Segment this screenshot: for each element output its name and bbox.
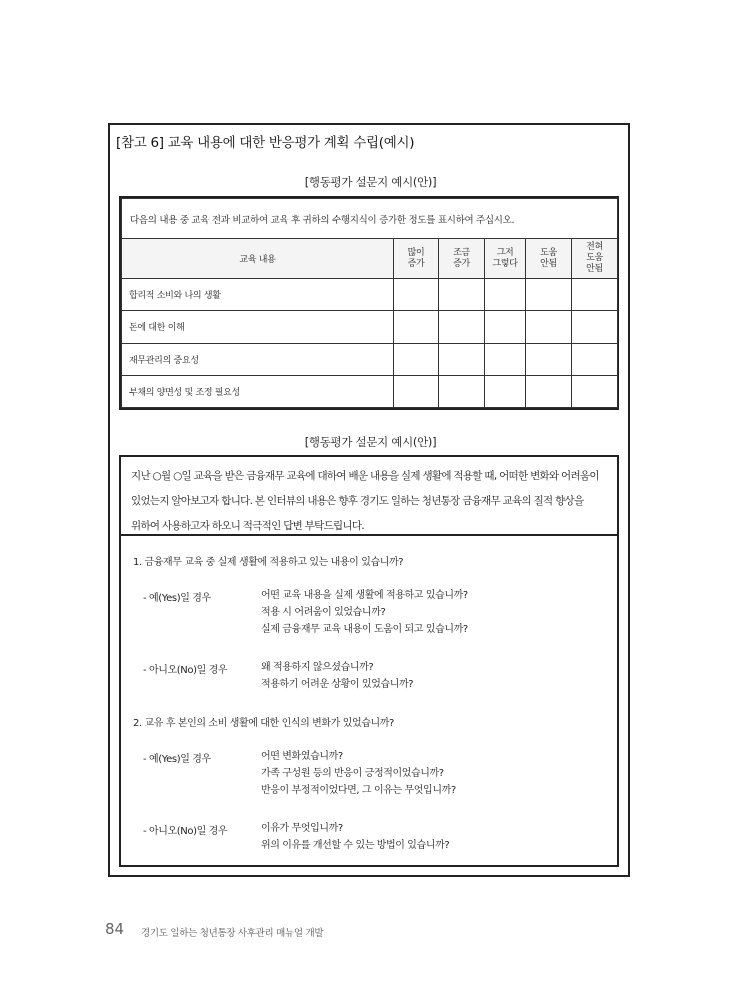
- rating-cell[interactable]: [485, 343, 526, 375]
- option-header: 그저 그렇다: [485, 239, 526, 279]
- evaluation-table: [119, 196, 619, 410]
- option-header: 도움 안됨: [526, 239, 572, 279]
- rating-cell[interactable]: [485, 279, 526, 311]
- footer-title: 경기도 일하는 청년통장 사후관리 매뉴얼 개발: [141, 928, 324, 939]
- question-line: 어떤 변화였습니까?: [261, 751, 343, 762]
- table-row: [122, 311, 618, 343]
- row-label: 재무관리의 중요성: [122, 343, 394, 375]
- rating-cell[interactable]: [439, 311, 485, 343]
- option-header: 조금 증가: [439, 239, 485, 279]
- question-line: 가족 구성원 등의 반응이 긍정적이었습니까?: [261, 768, 444, 779]
- row-label: 돈에 대한 이해: [122, 311, 394, 343]
- interview-box: [119, 455, 619, 867]
- rating-cell[interactable]: [394, 343, 439, 375]
- rating-cell[interactable]: [439, 279, 485, 311]
- question-line: 적용하기 어려운 상황이 있었습니까?: [261, 679, 414, 690]
- case-label-no: - 아니오(No)일 경우: [143, 826, 228, 837]
- rating-cell[interactable]: [572, 311, 618, 343]
- rating-cell[interactable]: [572, 279, 618, 311]
- question-line: 이유가 무엇입니까?: [261, 823, 343, 834]
- case-lines-no: [261, 659, 413, 693]
- rating-cell[interactable]: [572, 375, 618, 407]
- rating-cell[interactable]: [485, 311, 526, 343]
- rating-cell[interactable]: [526, 279, 572, 311]
- rating-cell[interactable]: [394, 375, 439, 407]
- row-label: 부채의 양면성 및 조정 필요성: [122, 375, 394, 407]
- question-line: 어떤 교육 내용을 실제 생활에 적용하고 있습니까?: [261, 590, 468, 601]
- question-line: 왜 적용하지 않으셨습니까?: [261, 662, 374, 673]
- question-1: 1. 금융재무 교육 중 실제 생활에 적용하고 있는 내용이 있습니까?: [133, 557, 404, 568]
- row-label: 합리적 소비와 나의 생활: [122, 279, 394, 311]
- interview-intro: 지난 ○월 ○일 교육을 받은 금융재무 교육에 대하여 배운 내용을 실제 생활에 적용할 때, 어떠한 변화와 어려움이 있었는지 알아보고자 합니다. 본 인터뷰의 내용은 향후 경기도 일하는 청년통장 금융재무 교육의 질적 향상을 위하여 사용하고자 하오니 적극적인 답변 부탁드립니다.: [121, 457, 617, 536]
- case-label-yes: - 예(Yes)일 경우: [143, 754, 211, 765]
- case-label-yes: - 예(Yes)일 경우: [143, 593, 211, 604]
- question-line: 위의 이유를 개선할 수 있는 방법이 있습니까?: [261, 840, 450, 851]
- table-row: [122, 343, 618, 375]
- question-2: 2. 교유 후 본인의 소비 생활에 대한 인식의 변화가 있었습니까?: [133, 718, 394, 729]
- question-line: 적용 시 어려움이 있었습니까?: [261, 607, 386, 618]
- case-lines-no: [261, 820, 449, 854]
- rating-cell[interactable]: [485, 375, 526, 407]
- rating-cell[interactable]: [394, 311, 439, 343]
- option-header: 전혀 도움 안됨: [572, 239, 618, 279]
- rating-cell[interactable]: [394, 279, 439, 311]
- case-label-no: - 아니오(No)일 경우: [143, 665, 228, 676]
- table-row: [122, 279, 618, 311]
- survey1-title: [행동평가 설문지 예시(안)]: [304, 175, 437, 189]
- rating-cell[interactable]: [439, 375, 485, 407]
- question-line: 반응이 부정적이었다면, 그 이유는 무엇입니까?: [261, 785, 456, 796]
- rating-cell[interactable]: [526, 311, 572, 343]
- page-number: 84: [105, 920, 125, 938]
- question-line: 실제 금융재무 교육 내용이 도움이 되고 있습니까?: [261, 624, 468, 635]
- content-header: 교육 내용: [122, 239, 394, 279]
- rating-cell[interactable]: [526, 375, 572, 407]
- rating-cell[interactable]: [526, 343, 572, 375]
- table-instruction: 다음의 내용 중 교육 전과 비교하여 교육 후 귀하의 수행지식이 증가한 정도를 표시하여 주십시오.: [122, 199, 618, 239]
- table-row: [122, 375, 618, 407]
- rating-cell[interactable]: [572, 343, 618, 375]
- reference-title: [참고 6] 교육 내용에 대한 반응평가 계획 수립(예시): [116, 135, 415, 151]
- option-header: 많이 증가: [394, 239, 439, 279]
- case-lines-yes: [261, 748, 456, 799]
- case-lines-yes: [261, 587, 468, 638]
- rating-cell[interactable]: [439, 343, 485, 375]
- survey2-title: [행동평가 설문지 예시(안)]: [304, 435, 437, 449]
